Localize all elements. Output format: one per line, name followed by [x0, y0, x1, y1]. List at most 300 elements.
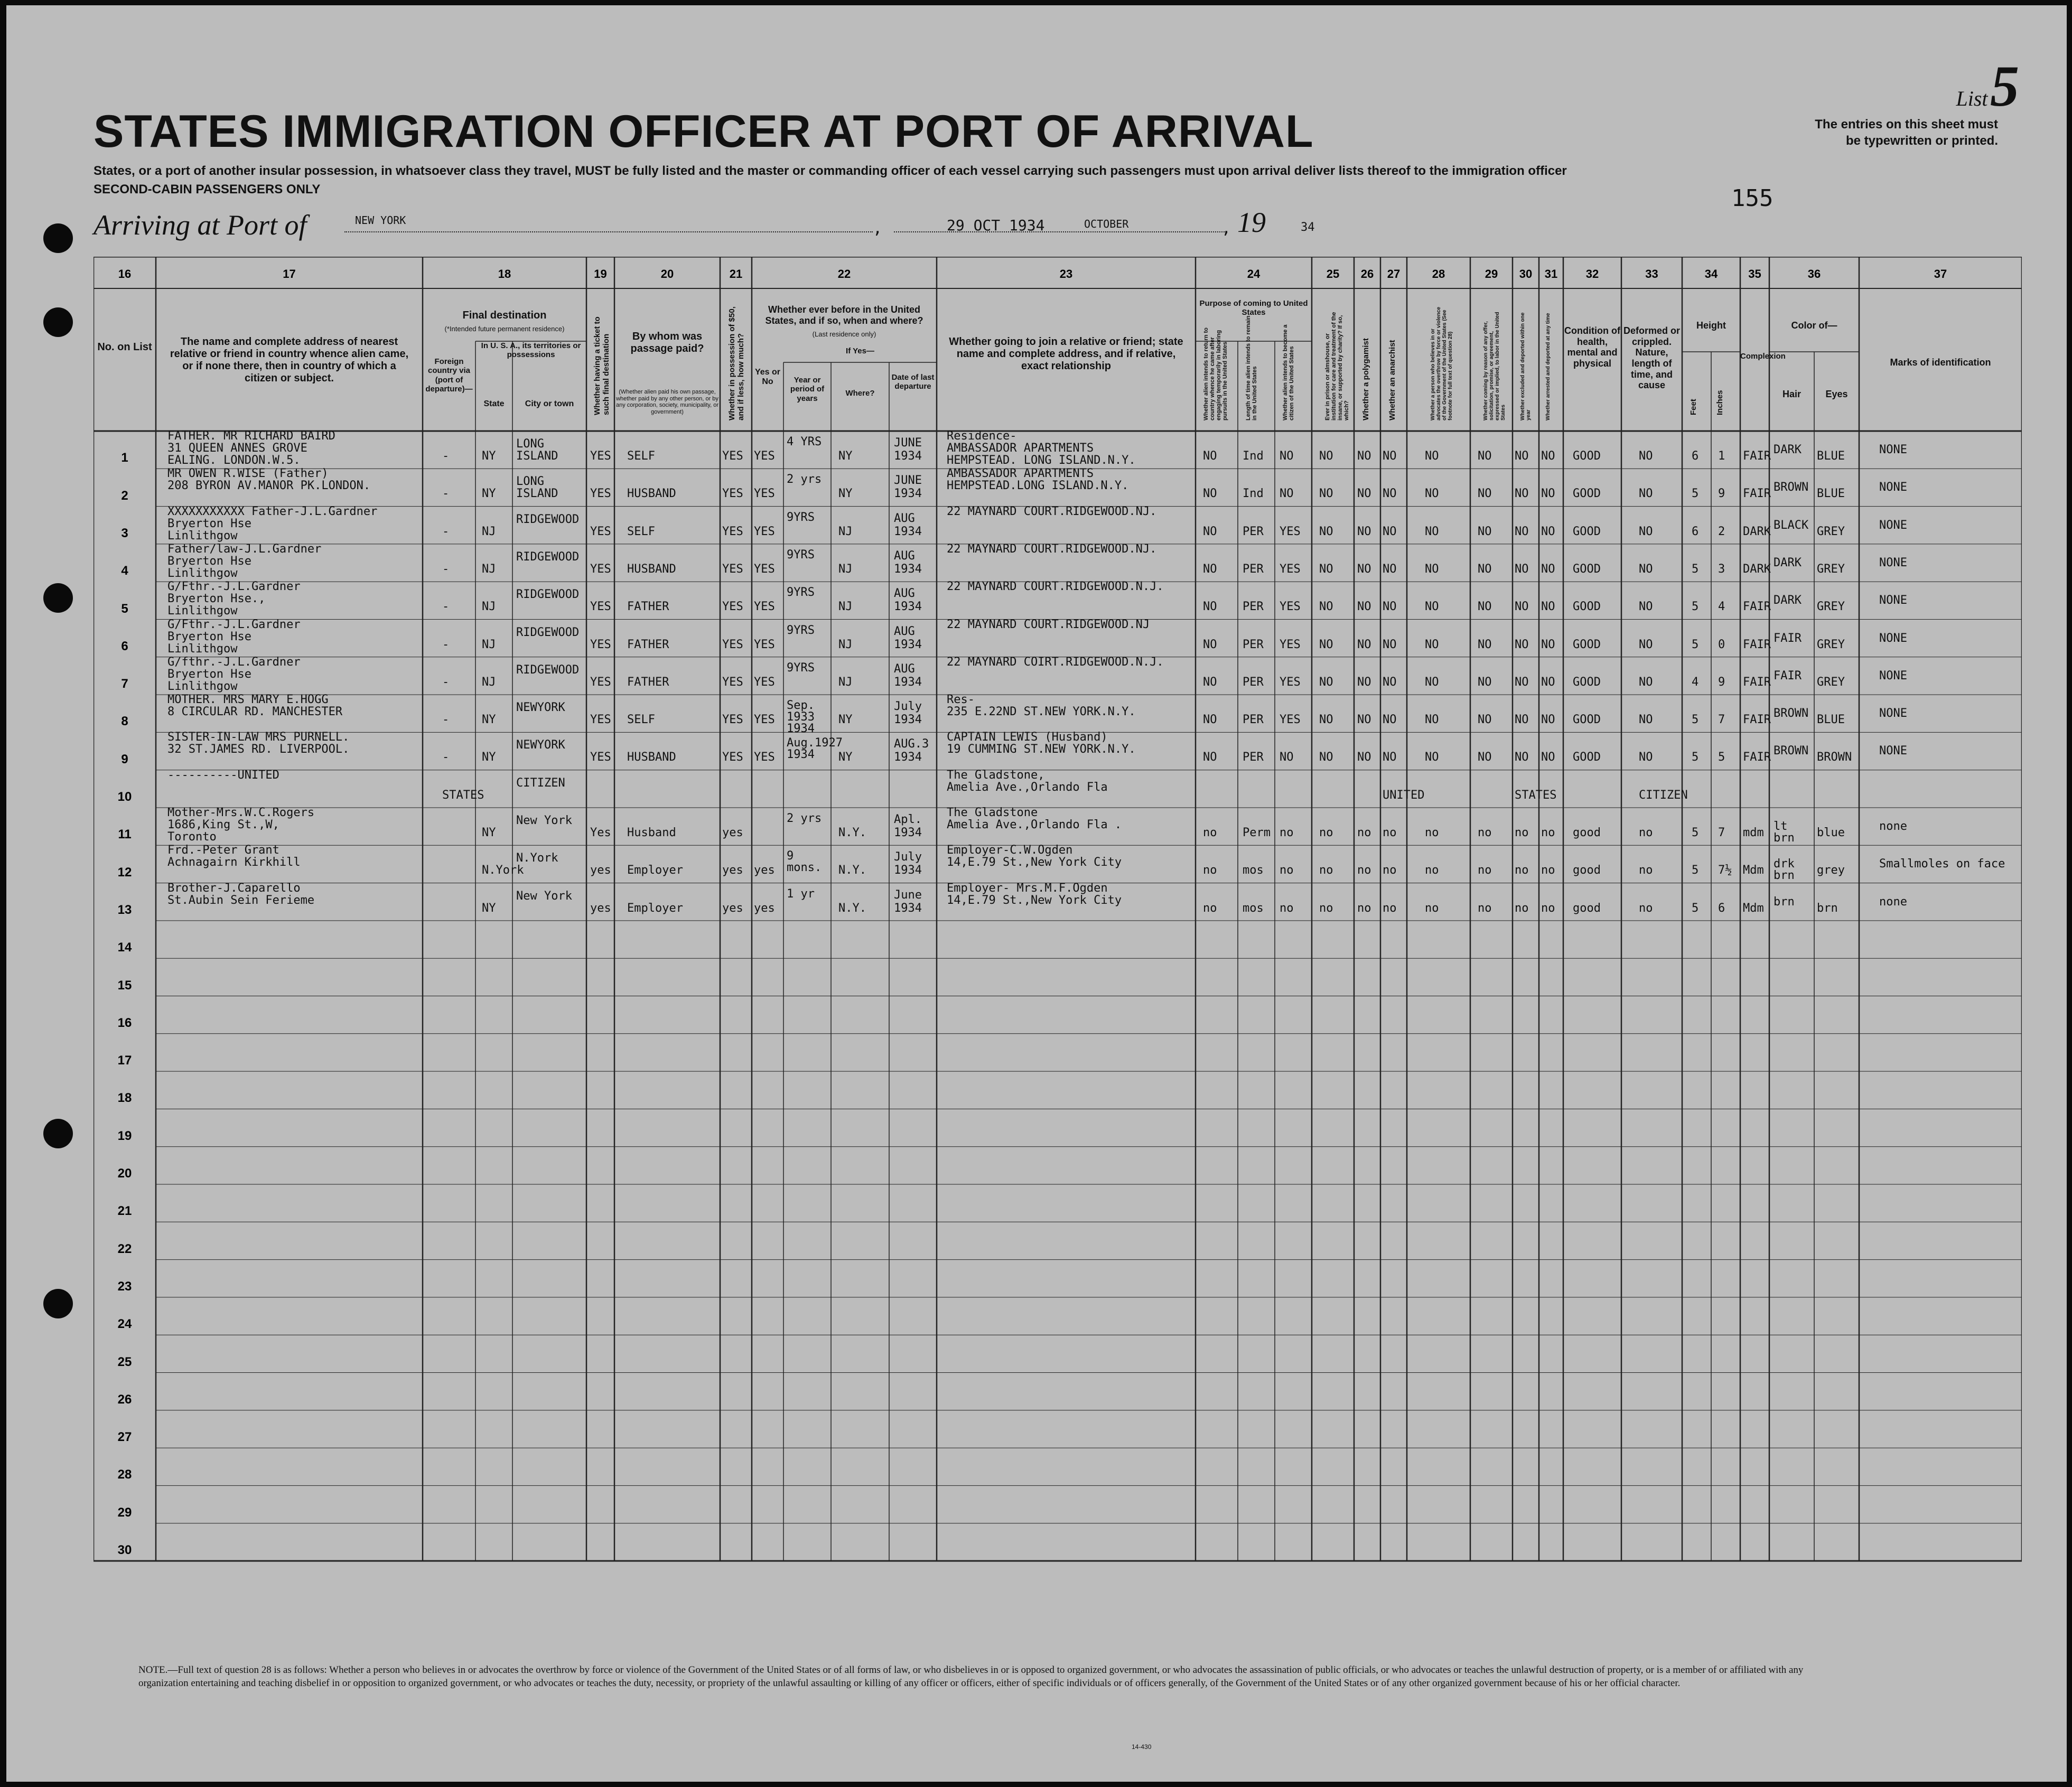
header-complexion: Complexion: [1740, 352, 1786, 361]
polygamist-value: NO: [1357, 638, 1371, 651]
q31-value: NO: [1541, 487, 1555, 501]
q29-value: NO: [1478, 751, 1492, 764]
anarchist-value: no: [1383, 826, 1397, 839]
before-us-value: yes: [754, 864, 775, 877]
eyes-value: GREY: [1817, 525, 1845, 538]
joining-line-1: 22 MAYNARD COURT.RIDGEWOOD.NJ: [947, 618, 1150, 631]
passage-paid-value: SELF: [627, 525, 655, 538]
subtitle: States, or a port of another insular possession, in whatsoever class they travel, MUST be fully listed and the master or commanding officer of each vessel carrying such passengers must upon arrival deliver lists thereof to the immigration officer: [94, 164, 1567, 178]
complexion-value: mdm: [1743, 826, 1764, 839]
passage-paid-value: SELF: [627, 713, 655, 727]
row-number: 22: [117, 1241, 132, 1256]
passage-paid-value: HUSBAND: [627, 751, 676, 764]
purpose-length-value: PER: [1243, 600, 1264, 614]
years-value: 4 YRS: [787, 435, 822, 448]
foreign-country-value: -: [442, 638, 450, 651]
city-value: RIDGEWOOD: [516, 550, 580, 564]
purpose-length-value: PER: [1243, 713, 1264, 727]
relative-line-2: 208 BYRON AV.MANOR PK.LONDON.: [167, 479, 371, 493]
row-number: 9: [121, 752, 128, 766]
years-value: 9YRS: [787, 548, 815, 562]
where-value: NJ: [838, 600, 853, 614]
state-value: N.York: [482, 864, 524, 877]
passage-paid-value: HUSBAND: [627, 487, 676, 501]
before-us-value: YES: [754, 450, 775, 463]
inches-value: 2: [1718, 525, 1725, 538]
years-value: Sep. 1933 1934: [787, 699, 815, 736]
purpose-return-value: NO: [1203, 487, 1217, 501]
q28-value: no: [1425, 864, 1439, 877]
joining-line-1: 22 MAYNARD COURT.RIDGEWOOD.N.J.: [947, 580, 1164, 594]
purpose-return-value: NO: [1203, 751, 1217, 764]
q25-value: NO: [1319, 675, 1333, 689]
departure-value: AUG: [894, 662, 915, 676]
row-number: 3: [121, 526, 128, 540]
row-number: 19: [117, 1128, 132, 1143]
q31-value: NO: [1541, 638, 1555, 651]
column-number: 20: [660, 267, 674, 280]
header-inches: Inches: [1715, 390, 1724, 415]
q28-value: no: [1425, 901, 1439, 915]
purpose-length-value: Ind: [1243, 450, 1264, 463]
port-value: NEW YORK: [355, 214, 406, 227]
row-number: 2: [121, 488, 128, 503]
stamped-date: 29 OCT 1934: [947, 217, 1045, 234]
hair-value: DARK: [1774, 594, 1802, 607]
relative-line-1: MR OWEN R.WISE (Father): [167, 467, 329, 481]
purpose-return-value: NO: [1203, 713, 1217, 727]
row-number: 26: [117, 1392, 132, 1407]
city-value: ISLAND: [516, 450, 558, 463]
year-suffix: 34: [1301, 221, 1315, 234]
eyes-value: grey: [1817, 864, 1845, 877]
purpose-length-value: PER: [1243, 751, 1264, 764]
column-number: 25: [1326, 267, 1340, 280]
inches-value: 7: [1718, 826, 1725, 839]
hair-value: FAIR: [1774, 669, 1802, 682]
fifty-dollars-value: YES: [722, 600, 743, 614]
state-value: NY: [482, 450, 496, 463]
comma: ,: [1221, 219, 1231, 238]
q28-value: NO: [1425, 600, 1439, 614]
purpose-citizen-value: YES: [1280, 713, 1301, 727]
joining-line-1: The Gladstone,: [947, 768, 1045, 782]
departure-value: 1934: [894, 487, 922, 501]
ticket-value: YES: [590, 525, 611, 538]
purpose-return-value: NO: [1203, 562, 1217, 576]
health-value: GOOD: [1573, 525, 1601, 538]
before-us-value: YES: [754, 638, 775, 651]
q30-value: STATES: [1515, 788, 1557, 802]
header-hair: Hair: [1782, 389, 1801, 399]
row-number: 18: [117, 1091, 132, 1106]
polygamist-value: NO: [1357, 751, 1371, 764]
row-number: 29: [117, 1505, 132, 1520]
health-value: GOOD: [1573, 751, 1601, 764]
relative-line-1: XXXXXXXXXXX Father-J.L.Gardner: [167, 504, 378, 518]
column-number: 36: [1807, 267, 1821, 280]
feet-value: 6: [1692, 525, 1699, 538]
city-value: LONG: [516, 437, 544, 451]
departure-value: AUG.3: [894, 737, 929, 751]
row-number: 30: [117, 1543, 132, 1557]
row-number: 23: [117, 1279, 132, 1294]
feet-value: 5: [1692, 713, 1699, 727]
q28-value: NO: [1425, 487, 1439, 501]
class-label: SECOND-CABIN PASSENGERS ONLY: [94, 182, 321, 197]
relative-line-2: 1686,King St.,W,: [167, 818, 279, 831]
manifest-table: [94, 257, 2022, 1641]
q31-value: NO: [1541, 562, 1555, 576]
purpose-return-value: NO: [1203, 450, 1217, 463]
q31-value: no: [1541, 826, 1555, 839]
header-if-yes: If Yes—: [846, 347, 874, 355]
header-deformed: Deformed or crippled. Nature, length of time, and cause: [1623, 325, 1680, 391]
q30-value: NO: [1515, 638, 1529, 651]
hair-value: BROWN: [1774, 744, 1809, 758]
joining-line-2: Amelia Ave.,Orlando Fla .: [947, 818, 1122, 831]
column-number: 29: [1485, 267, 1498, 280]
notice-line: be typewritten or printed.: [1845, 134, 1998, 148]
header-height: Height: [1696, 320, 1726, 331]
departure-value: JUNE: [894, 436, 922, 450]
where-value: N.Y.: [838, 826, 866, 839]
passage-paid-value: SELF: [627, 450, 655, 463]
header-relative: The name and complete address of nearest relative or friend in country whence alien came, or if none there, then in country of which a citizen or subject.: [170, 336, 409, 384]
departure-value: Apl.: [894, 813, 922, 826]
relative-line-3: Linlithgow: [167, 604, 238, 618]
purpose-return-value: no: [1203, 901, 1217, 915]
departure-value: 1934: [894, 901, 922, 915]
purpose-return-value: NO: [1203, 525, 1217, 538]
anarchist-value: NO: [1383, 525, 1397, 538]
header-fifty-dollars: Whether in possession of $50, and if less, how much?: [727, 306, 745, 420]
form-number: 14-430: [1132, 1743, 1152, 1751]
relative-line-2: 31 QUEEN ANNES GROVE: [167, 442, 307, 455]
deformed-value: NO: [1639, 751, 1653, 764]
column-number: 22: [837, 267, 851, 280]
column-number: 24: [1247, 267, 1261, 280]
state-value: NJ: [482, 600, 496, 614]
sheet-number: 155: [1731, 185, 1774, 212]
fifty-dollars-value: YES: [722, 751, 743, 764]
column-number: 21: [729, 267, 743, 280]
relative-line-1: G/Fthr.-J.L.Gardner: [167, 580, 301, 594]
foreign-country-value: -: [442, 525, 450, 538]
deformed-value: NO: [1639, 562, 1653, 576]
departure-value: 1934: [894, 864, 922, 877]
polygamist-value: NO: [1357, 525, 1371, 538]
eyes-value: BLUE: [1817, 487, 1845, 501]
inches-value: 4: [1718, 600, 1725, 614]
column-number: 34: [1704, 267, 1718, 280]
anarchist-value: no: [1383, 901, 1397, 915]
foreign-country-value: -: [442, 562, 450, 576]
state-value: NY: [482, 713, 496, 727]
relative-line-3: Linlithgow: [167, 566, 238, 580]
relative-line-2: Bryerton Hse: [167, 517, 251, 530]
header-q31: Whether arrested and deported at any time: [1545, 313, 1551, 420]
inches-value: 3: [1718, 562, 1725, 576]
complexion-value: DARK: [1743, 562, 1771, 576]
column-number: 27: [1387, 267, 1401, 280]
feet-value: 4: [1692, 675, 1699, 689]
hair-value: BROWN: [1774, 707, 1809, 721]
relative-line-1: MOTHER. MRS MARY E.HOGG: [167, 693, 329, 707]
passage-paid-value: Employer: [627, 864, 683, 877]
state-value: NJ: [482, 638, 496, 651]
before-us-value: YES: [754, 675, 775, 689]
purpose-length-value: PER: [1243, 675, 1264, 689]
relative-line-3: Toronto: [167, 830, 217, 844]
row-number: 14: [117, 940, 132, 955]
q25-value: no: [1319, 826, 1333, 839]
row-number: 7: [121, 677, 128, 691]
q28-value: NO: [1425, 525, 1439, 538]
city-value: N.York: [516, 852, 558, 865]
joining-line-1: 22 MAYNARD COURT.RIDGEWOOD.NJ.: [947, 542, 1157, 556]
anarchist-value: NO: [1383, 487, 1397, 501]
where-value: NY: [838, 450, 853, 463]
header-note: (*Intended future permanent residence): [444, 325, 565, 333]
deformed-value: NO: [1639, 450, 1653, 463]
years-value: 1 yr: [787, 887, 815, 901]
q31-value: NO: [1541, 751, 1555, 764]
row-number: 12: [117, 865, 132, 880]
relative-line-3: Linlithgow: [167, 529, 238, 542]
header-in-usa: In U. S. A., its territories or possessions: [481, 341, 581, 360]
q29-value: NO: [1478, 487, 1492, 501]
q29-value: NO: [1478, 713, 1492, 727]
where-value: NY: [838, 487, 853, 501]
years-value: 2 yrs: [787, 473, 822, 486]
marks-value: NONE: [1879, 669, 1907, 682]
deformed-value: NO: [1639, 487, 1653, 501]
relative-line-2: Achnagairn Kirkhill: [167, 856, 301, 869]
joining-line-2: 14,E.79 St.,New York City: [947, 856, 1122, 869]
departure-value: 1934: [894, 450, 922, 463]
header-city: City or town: [525, 399, 574, 408]
city-value: RIDGEWOOD: [516, 588, 580, 602]
complexion-value: FAIR: [1743, 713, 1771, 727]
joining-line-2: 14,E.79 St.,New York City: [947, 893, 1122, 907]
deformed-value: NO: [1639, 525, 1653, 538]
row-number: 5: [121, 601, 128, 616]
ticket-value: YES: [590, 638, 611, 651]
fifty-dollars-value: YES: [722, 450, 743, 463]
relative-line-2: 32 ST.JAMES RD. LIVERPOOL.: [167, 743, 350, 756]
row-number: 16: [117, 1015, 132, 1030]
header-state: State: [483, 399, 505, 408]
anarchist-value: NO: [1383, 675, 1397, 689]
typewritten-notice: [1815, 116, 1998, 149]
deformed-value: CITIZEN: [1639, 788, 1688, 802]
q30-value: NO: [1515, 751, 1529, 764]
header-color-of: Color of—: [1791, 320, 1837, 331]
marks-value: NONE: [1879, 707, 1907, 721]
q28-value: NO: [1425, 450, 1439, 463]
header-year-period: Year or period of years: [790, 376, 825, 403]
deformed-value: NO: [1639, 713, 1653, 727]
page-title: STATES IMMIGRATION OFFICER AT PORT OF ARRIVAL: [94, 106, 1314, 157]
fifty-dollars-value: YES: [722, 525, 743, 538]
hair-value: drk brn: [1774, 857, 1795, 883]
where-value: NY: [838, 713, 853, 727]
feet-value: 5: [1692, 751, 1699, 764]
departure-value: 1934: [894, 751, 922, 764]
q28-value: NO: [1425, 713, 1439, 727]
complexion-value: FAIR: [1743, 600, 1771, 614]
ticket-value: YES: [590, 600, 611, 614]
purpose-citizen-value: no: [1280, 901, 1294, 915]
header-eyes: Eyes: [1825, 389, 1848, 399]
ticket-value: YES: [590, 713, 611, 727]
marks-value: NONE: [1879, 518, 1907, 532]
marks-value: none: [1879, 820, 1907, 833]
marks-value: NONE: [1879, 481, 1907, 494]
city-value: New York: [516, 889, 572, 903]
joining-line-1: CAPTAIN LEWIS (Husband): [947, 731, 1108, 744]
port-line: [344, 231, 873, 232]
column-number: 17: [283, 267, 296, 280]
column-number: 26: [1360, 267, 1374, 280]
city-value: NEWYORK: [516, 701, 565, 715]
q28-value: no: [1425, 826, 1439, 839]
ticket-value: yes: [590, 901, 611, 915]
departure-value: July: [894, 700, 922, 714]
punch-hole: [43, 1289, 73, 1318]
complexion-value: FAIR: [1743, 638, 1771, 651]
fifty-dollars-value: YES: [722, 713, 743, 727]
header-q29: Whether coming by reason of any offer, solicitation, promise, or agreement, expressed or implied, to labor in the United States: [1483, 312, 1506, 420]
polygamist-value: NO: [1357, 713, 1371, 727]
foreign-country-value: -: [442, 487, 450, 501]
inches-value: 6: [1718, 901, 1725, 915]
health-value: GOOD: [1573, 638, 1601, 651]
years-value: 9 mons.: [787, 849, 822, 875]
header-q24b: Length of time alien intends to remain in the United States: [1245, 315, 1258, 420]
where-value: NJ: [838, 562, 853, 576]
header-polygamist: Whether a polygamist: [1361, 338, 1370, 420]
state-value: NY: [482, 826, 496, 839]
purpose-return-value: NO: [1203, 600, 1217, 614]
q31-value: no: [1541, 901, 1555, 915]
date-line: [894, 231, 1227, 232]
row-number: 1: [121, 451, 128, 465]
health-value: GOOD: [1573, 450, 1601, 463]
anarchist-value: NO: [1383, 450, 1397, 463]
relative-line-3: Linlithgow: [167, 642, 238, 656]
polygamist-value: NO: [1357, 487, 1371, 501]
health-value: GOOD: [1573, 713, 1601, 727]
purpose-return-value: no: [1203, 826, 1217, 839]
eyes-value: blue: [1817, 826, 1845, 839]
relative-line-1: G/Fthr.-J.L.Gardner: [167, 618, 301, 631]
deformed-value: no: [1639, 901, 1653, 915]
purpose-return-value: NO: [1203, 638, 1217, 651]
purpose-length-value: PER: [1243, 638, 1264, 651]
passage-paid-value: HUSBAND: [627, 562, 676, 576]
relative-line-2: St.Aubin Sein Ferieme: [167, 893, 315, 907]
purpose-citizen-value: YES: [1280, 638, 1301, 651]
anarchist-value: NO: [1383, 713, 1397, 727]
anarchist-value: no: [1383, 864, 1397, 877]
polygamist-value: no: [1357, 826, 1371, 839]
purpose-citizen-value: NO: [1280, 487, 1294, 501]
q31-value: NO: [1541, 450, 1555, 463]
anarchist-value: NO: [1383, 751, 1397, 764]
purpose-citizen-value: NO: [1280, 751, 1294, 764]
q25-value: NO: [1319, 751, 1333, 764]
relative-line-1: Brother-J.Caparello: [167, 881, 301, 895]
relative-line-2: 8 CIRCULAR RD. MANCHESTER: [167, 705, 343, 719]
passage-paid-value: FATHER: [627, 675, 669, 689]
years-value: 9YRS: [787, 623, 815, 637]
anarchist-value: UNITED: [1383, 788, 1425, 802]
departure-value: 1934: [894, 638, 922, 651]
complexion-value: FAIR: [1743, 675, 1771, 689]
header-passage-paid: By whom was passage paid?: [630, 331, 704, 354]
feet-value: 5: [1692, 600, 1699, 614]
row-number: 21: [117, 1204, 132, 1219]
q31-value: NO: [1541, 713, 1555, 727]
punch-hole: [43, 223, 73, 253]
state-value: NJ: [482, 562, 496, 576]
health-value: good: [1573, 864, 1601, 877]
before-us-value: YES: [754, 713, 775, 727]
purpose-citizen-value: no: [1280, 864, 1294, 877]
purpose-length-value: PER: [1243, 525, 1264, 538]
feet-value: 5: [1692, 562, 1699, 576]
years-value: 2 yrs: [787, 812, 822, 825]
fifty-dollars-value: yes: [722, 901, 743, 915]
header-before-in-us: Whether ever before in the United States, and if so, when and where?: [765, 304, 923, 326]
where-value: NY: [838, 751, 853, 764]
foreign-country-value: -: [442, 600, 450, 614]
q30-value: no: [1515, 826, 1529, 839]
relative-line-1: Father/law-J.L.Gardner: [167, 542, 322, 556]
hair-value: DARK: [1774, 443, 1802, 456]
passage-paid-value: Employer: [627, 901, 683, 915]
polygamist-value: NO: [1357, 675, 1371, 689]
years-value: 9YRS: [787, 586, 815, 600]
q29-value: NO: [1478, 638, 1492, 651]
row-number: 13: [117, 902, 132, 917]
q30-value: NO: [1515, 600, 1529, 614]
departure-value: AUG: [894, 587, 915, 601]
header-foreign-country: Foreign country via (port of departure)—: [425, 357, 473, 394]
where-value: N.Y.: [838, 901, 866, 915]
row-number: 28: [117, 1467, 132, 1482]
ticket-value: YES: [590, 751, 611, 764]
health-value: good: [1573, 901, 1601, 915]
ticket-value: YES: [590, 562, 611, 576]
departure-value: AUG: [894, 511, 915, 525]
ticket-value: YES: [590, 487, 611, 501]
purpose-length-value: Perm: [1243, 826, 1271, 839]
where-value: NJ: [838, 675, 853, 689]
feet-value: 5: [1692, 826, 1699, 839]
list-number: 5: [1990, 54, 2019, 118]
eyes-value: BLUE: [1817, 713, 1845, 727]
relative-line-3: EALING. LONDON.W.5.: [167, 454, 301, 467]
polygamist-value: NO: [1357, 600, 1371, 614]
marks-value: NONE: [1879, 443, 1907, 456]
purpose-return-value: NO: [1203, 675, 1217, 689]
passage-paid-value: FATHER: [627, 638, 669, 651]
purpose-citizen-value: no: [1280, 826, 1294, 839]
relative-line-1: FATHER. MR RICHARD BAIRD: [167, 429, 335, 443]
